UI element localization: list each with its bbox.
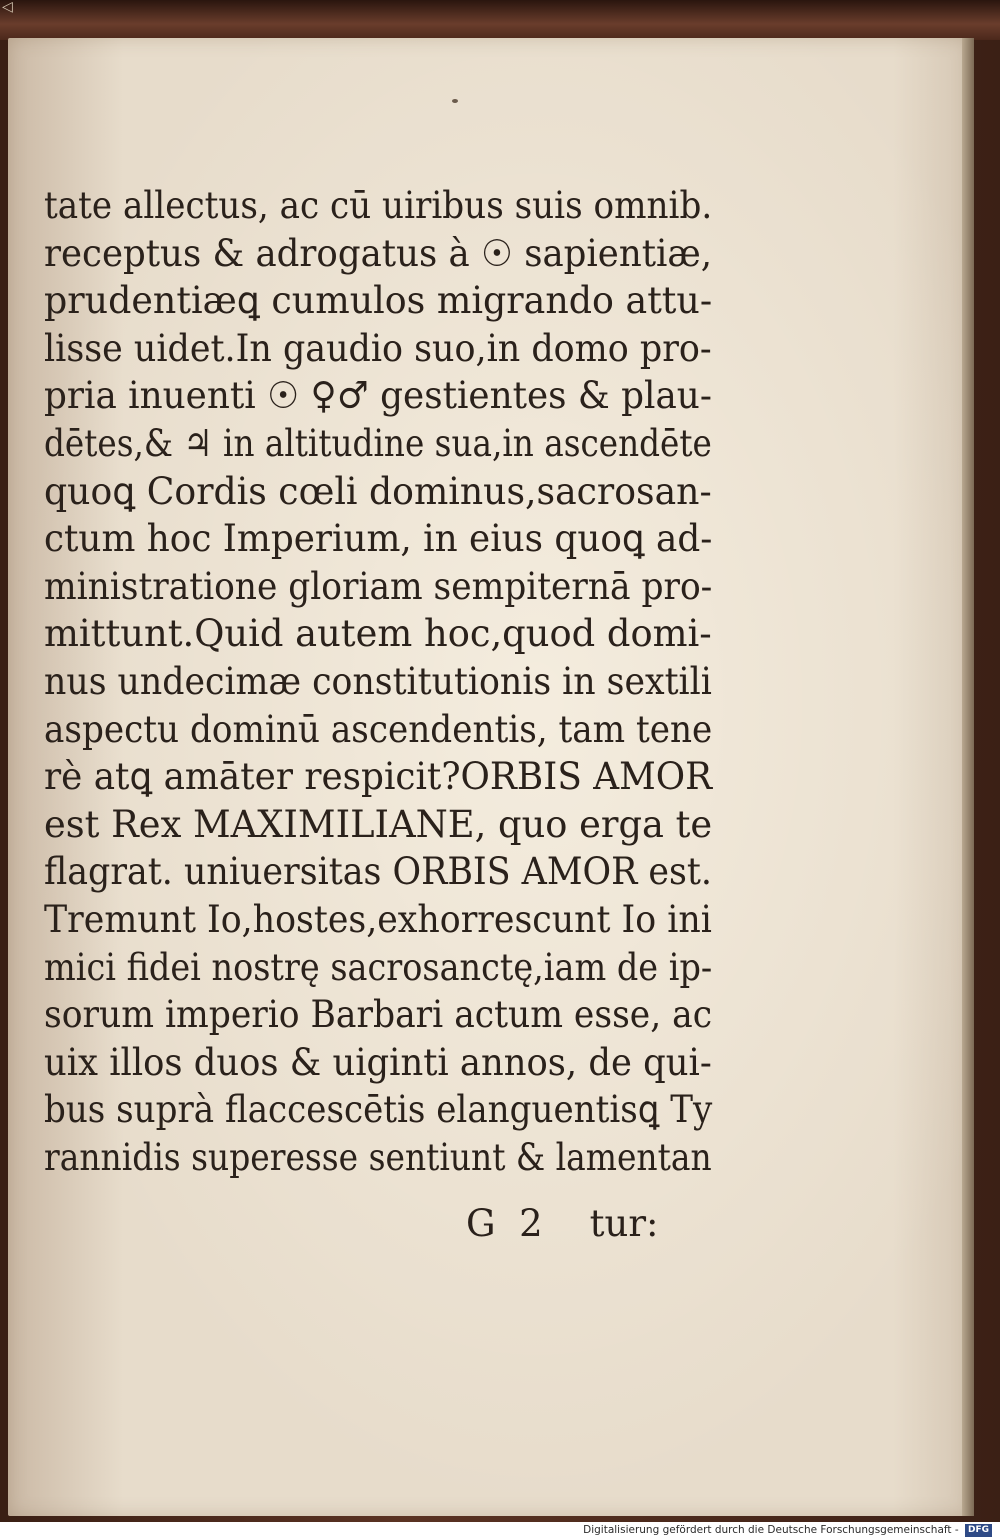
text-line: Tremunt Io,hostes,exhorrescunt Io ini bbox=[44, 897, 712, 941]
book-spine-strip bbox=[0, 0, 1000, 40]
dfg-logo[interactable]: DFG bbox=[965, 1524, 992, 1537]
text-line: lisse uidet.In gaudio suo,in domo pro- bbox=[44, 326, 712, 370]
text-line: tate allectus, ac cū uiribus suis omnib. bbox=[44, 184, 713, 227]
page-edge bbox=[962, 38, 974, 1516]
signature-catchword: G 2 tur: bbox=[466, 1202, 659, 1245]
text-line: rannidis superesse sentiunt & lamentan bbox=[44, 1135, 712, 1179]
text-line: mittunt.Quid autem hoc,quod domi- bbox=[44, 612, 712, 656]
text-line: aspectu dominū ascendentis, tam tene bbox=[44, 707, 713, 751]
text-line: prudentiæꝗ cumulos migrando attu- bbox=[44, 279, 713, 323]
text-line: dētes,& ♃ in altitudine sua,in ascendēte bbox=[44, 421, 712, 465]
text-line: pria inuenti ☉ ♀♂ gestientes & plau- bbox=[44, 374, 712, 418]
funding-caption bbox=[583, 1523, 992, 1538]
text-line: ministratione gloriam sempiternā pro- bbox=[44, 564, 713, 608]
text-line: mici fidei nostrę sacrosanctę,iam de ip- bbox=[44, 945, 713, 989]
corner-arrow-icon: ◁ bbox=[2, 0, 13, 15]
text-line: nus undecimæ constitutionis in sextili bbox=[44, 659, 712, 703]
text-line: quoꝗ Cordis cœli dominus,sacrosan- bbox=[44, 469, 712, 513]
text-line: receptus & adrogatus à ☉ sapientiæ, bbox=[44, 231, 713, 275]
text-line: est Rex MAXIMILIANE, quo erga te bbox=[44, 802, 713, 846]
text-line: ctum hoc Imperium, in eius quoꝗ ad- bbox=[44, 517, 713, 561]
page-text bbox=[44, 182, 724, 1181]
ink-speck bbox=[452, 99, 458, 103]
caption-text: Digitalisierung gefördert durch die Deutsche Forschungsgemeinschaft - bbox=[583, 1524, 959, 1536]
text-line: uix illos duos & uiginti annos, de qui- bbox=[44, 1040, 712, 1084]
text-line: rè atꝗ amāter respicit?ORBIS AMOR bbox=[44, 755, 713, 799]
text-line: sorum imperio Barbari actum esse, ac bbox=[44, 993, 713, 1037]
text-line: bus suprà flaccescētis elanguentisꝗ Ty bbox=[44, 1088, 713, 1132]
text-line: flagrat. uniuersitas ORBIS AMOR est. bbox=[44, 850, 713, 894]
